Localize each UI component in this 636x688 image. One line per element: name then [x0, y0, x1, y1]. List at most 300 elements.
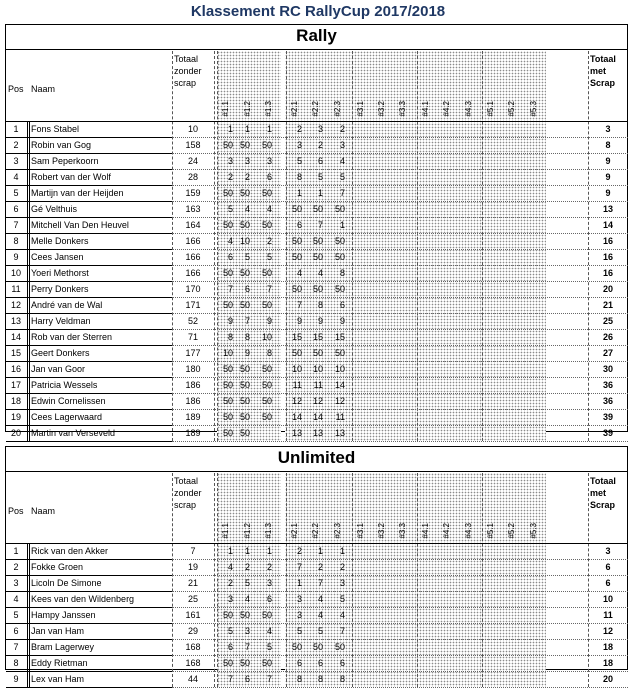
row-totaal-zonder-scrap: 21	[187, 578, 198, 588]
row-round-score: 50	[334, 204, 345, 214]
row-totaal-zonder-scrap: 29	[187, 626, 198, 636]
row-totaal-zonder-scrap: 168	[185, 658, 201, 668]
row-round-score: 7	[339, 626, 345, 636]
row-round-score: 1	[244, 546, 250, 556]
row-round-score: 50	[222, 396, 233, 406]
row-round-score: 2	[266, 562, 272, 572]
row-round-score: 50	[222, 188, 233, 198]
row-round-score: 50	[239, 380, 250, 390]
row-totaal-met-scrap: 16	[602, 236, 613, 246]
row-round-score: 50	[291, 204, 302, 214]
row-round-score: 3	[339, 140, 345, 150]
row-round-score: 50	[261, 658, 272, 668]
row-naam: Martin van Verseveld	[31, 428, 116, 438]
row-round-score: 10	[334, 364, 345, 374]
row-round-score: 7	[244, 642, 250, 652]
row-round-score: 50	[291, 252, 302, 262]
row-totaal-zonder-scrap: 25	[187, 594, 198, 604]
row-round-score: 2	[296, 124, 302, 134]
header-totaal-met-scrap: met	[590, 66, 607, 76]
row-round-score: 6	[296, 220, 302, 230]
row-round-score: 12	[291, 396, 302, 406]
row-round-score: 50	[222, 140, 233, 150]
row-round-score: 5	[244, 578, 250, 588]
row-totaal-met-scrap: 14	[602, 220, 613, 230]
row-round-score: 50	[222, 428, 233, 438]
row-naam: Kees van den Wildenberg	[31, 594, 135, 604]
row-round-score: 4	[244, 204, 250, 214]
table-row	[6, 217, 627, 233]
row-totaal-met-scrap: 25	[602, 316, 613, 326]
row-round-score: 5	[296, 626, 302, 636]
row-round-score: 9	[266, 316, 272, 326]
table-row	[6, 265, 627, 281]
round-header: #4.1	[421, 523, 430, 539]
round-header: #4.2	[442, 523, 451, 539]
row-round-score: 50	[222, 610, 233, 620]
row-round-score: 8	[266, 348, 272, 358]
row-pos: 8	[13, 658, 19, 668]
row-round-score: 7	[266, 674, 272, 684]
row-pos: 8	[13, 236, 19, 246]
header-totaal-met-scrap: Scrap	[590, 78, 616, 88]
row-round-score: 4	[266, 204, 272, 214]
row-naam: Fons Stabel	[31, 124, 80, 134]
row-naam: Eddy Rietman	[31, 658, 88, 668]
row-pos: 2	[13, 140, 19, 150]
row-round-score: 10	[312, 364, 323, 374]
table-row	[6, 425, 627, 441]
row-pos: 9	[13, 252, 19, 262]
row-round-score: 50	[334, 236, 345, 246]
table-row	[6, 345, 627, 361]
title-divider	[6, 471, 627, 472]
row-round-score: 13	[291, 428, 302, 438]
row-round-score: 5	[227, 204, 233, 214]
row-round-score: 50	[239, 658, 250, 668]
round-header: #2.1	[290, 101, 299, 117]
table-row	[6, 169, 627, 185]
row-round-score: 3	[296, 140, 302, 150]
row-round-score: 2	[339, 562, 345, 572]
row-totaal-met-scrap: 18	[602, 642, 613, 652]
row-naam: Lex van Ham	[31, 674, 85, 684]
row-round-score: 50	[291, 284, 302, 294]
row-round-score: 50	[239, 396, 250, 406]
row-round-score: 50	[261, 300, 272, 310]
header-pos: Pos	[8, 84, 24, 94]
row-pos: 1	[13, 124, 19, 134]
row-round-score: 5	[317, 626, 323, 636]
row-round-score: 14	[291, 412, 302, 422]
row-round-score: 7	[227, 284, 233, 294]
row-round-score: 2	[227, 578, 233, 588]
row-round-score: 6	[266, 172, 272, 182]
round-header: #1.1	[221, 523, 230, 539]
row-round-score: 50	[312, 204, 323, 214]
table-row	[6, 409, 627, 425]
row-round-score: 4	[339, 156, 345, 166]
row-pos: 5	[13, 188, 19, 198]
row-totaal-zonder-scrap: 166	[185, 252, 201, 262]
row-round-score: 3	[266, 578, 272, 588]
row-totaal-zonder-scrap: 177	[185, 348, 201, 358]
row-naam: Bram Lagerwey	[31, 642, 95, 652]
row-totaal-met-scrap: 6	[605, 562, 611, 572]
row-round-score: 5	[266, 642, 272, 652]
row-round-score: 14	[312, 412, 323, 422]
row-round-score: 15	[334, 332, 345, 342]
row-round-score: 8	[227, 332, 233, 342]
row-round-score: 4	[244, 594, 250, 604]
table-row	[6, 575, 627, 591]
row-round-score: 2	[317, 140, 323, 150]
table-row	[6, 361, 627, 377]
row-pos: 6	[13, 204, 19, 214]
row-round-score: 11	[313, 380, 323, 390]
row-round-score: 50	[261, 220, 272, 230]
row-round-score: 13	[312, 428, 323, 438]
table-row	[6, 607, 627, 623]
row-totaal-zonder-scrap: 166	[185, 268, 201, 278]
row-round-score: 6	[244, 674, 250, 684]
row-round-score: 8	[244, 332, 250, 342]
row-naam: Geert Donkers	[31, 348, 90, 358]
row-round-score: 6	[317, 156, 323, 166]
row-naam: André van de Wal	[31, 300, 103, 310]
row-round-score: 50	[239, 188, 250, 198]
row-totaal-zonder-scrap: 186	[185, 396, 201, 406]
row-round-score: 7	[296, 562, 302, 572]
row-totaal-met-scrap: 11	[603, 610, 613, 620]
row-totaal-met-scrap: 39	[602, 428, 613, 438]
row-round-score: 50	[222, 364, 233, 374]
row-round-score: 1	[317, 188, 323, 198]
round-header: #1.3	[264, 101, 273, 117]
row-round-score: 13	[334, 428, 345, 438]
row-pos: 3	[13, 578, 19, 588]
row-round-score: 1	[296, 578, 302, 588]
row-round-score: 5	[296, 156, 302, 166]
table-row	[6, 671, 627, 687]
round-header: #2.2	[311, 101, 320, 117]
title-divider	[6, 49, 627, 50]
row-totaal-zonder-scrap: 24	[187, 156, 198, 166]
row-totaal-met-scrap: 16	[602, 268, 613, 278]
row-round-score: 8	[317, 674, 323, 684]
row-round-score: 7	[227, 674, 233, 684]
row-round-score: 3	[266, 156, 272, 166]
header-naam: Naam	[31, 506, 56, 516]
row-round-score: 3	[244, 626, 250, 636]
row-round-score	[256, 425, 273, 441]
row-totaal-zonder-scrap: 180	[185, 364, 201, 374]
table-row	[6, 249, 627, 265]
row-pos: 4	[13, 172, 19, 182]
row-pos: 11	[11, 284, 21, 294]
row-round-score: 9	[339, 316, 345, 326]
row-round-score: 2	[339, 124, 345, 134]
row-pos: 19	[10, 412, 21, 422]
table-row	[6, 185, 627, 201]
row-pos: 4	[13, 594, 19, 604]
row-round-score: 9	[227, 316, 233, 326]
row-pos: 5	[13, 610, 19, 620]
row-totaal-met-scrap: 13	[602, 204, 613, 214]
row-totaal-zonder-scrap: 52	[187, 316, 198, 326]
row-round-score: 50	[239, 140, 250, 150]
row-totaal-zonder-scrap: 170	[185, 284, 201, 294]
row-round-score: 4	[266, 626, 272, 636]
row-round-score: 6	[296, 658, 302, 668]
table-row	[6, 559, 627, 575]
page-title: Klassement RC RallyCup 2017/2018	[190, 3, 446, 20]
row-totaal-zonder-scrap: 161	[185, 610, 201, 620]
row-round-score: 7	[244, 316, 250, 326]
row-round-score: 1	[244, 124, 250, 134]
table-row	[6, 393, 627, 409]
row-round-score: 4	[296, 268, 302, 278]
row-totaal-zonder-scrap: 28	[187, 172, 198, 182]
row-round-score: 2	[244, 172, 250, 182]
row-round-score: 15	[291, 332, 302, 342]
row-round-score: 7	[317, 220, 323, 230]
header-totaal-zonder-scrap: Totaal	[174, 54, 199, 64]
row-round-score: 1	[227, 124, 233, 134]
row-round-score: 7	[317, 578, 323, 588]
row-round-score: 5	[227, 626, 233, 636]
header-totaal-zonder-scrap: scrap	[174, 78, 197, 88]
row-round-score: 4	[317, 594, 323, 604]
row-round-score: 50	[291, 642, 302, 652]
row-round-score: 11	[335, 412, 345, 422]
row-totaal-met-scrap: 21	[602, 300, 613, 310]
row-round-score: 50	[239, 412, 250, 422]
row-round-score: 12	[312, 396, 323, 406]
row-totaal-zonder-scrap: 19	[187, 562, 198, 572]
row-round-score: 50	[261, 396, 272, 406]
row-pos: 2	[13, 562, 19, 572]
row-round-score: 6	[339, 300, 345, 310]
row-naam: Yoeri Methorst	[31, 268, 89, 278]
row-naam: Licoln De Simone	[31, 578, 102, 588]
row-round-score: 14	[334, 380, 345, 390]
row-round-score: 50	[239, 610, 250, 620]
section-title: Rally	[296, 26, 337, 45]
row-naam: Cees Lagerwaard	[31, 412, 103, 422]
row-totaal-met-scrap: 20	[602, 284, 613, 294]
row-round-score: 9	[244, 348, 250, 358]
round-header: #3.1	[356, 523, 365, 539]
table-row	[6, 121, 627, 137]
row-naam: Rick van den Akker	[31, 546, 109, 556]
row-totaal-met-scrap: 36	[602, 396, 613, 406]
row-round-score: 50	[334, 348, 345, 358]
row-totaal-met-scrap: 10	[602, 594, 613, 604]
round-header: #4.3	[464, 101, 473, 117]
row-pos: 15	[10, 348, 21, 358]
row-round-score: 9	[317, 316, 323, 326]
round-header: #2.1	[290, 523, 299, 539]
row-naam: Robert van der Wolf	[31, 172, 111, 182]
row-round-score: 5	[339, 172, 345, 182]
round-header: #3.2	[377, 101, 386, 117]
row-pos: 10	[10, 268, 21, 278]
row-round-score: 50	[239, 268, 250, 278]
row-round-score: 3	[227, 156, 233, 166]
row-totaal-met-scrap: 36	[602, 380, 613, 390]
round-header: #3.2	[377, 523, 386, 539]
row-totaal-met-scrap: 20	[602, 674, 613, 684]
row-round-score: 3	[296, 610, 302, 620]
row-round-score: 1	[227, 546, 233, 556]
row-pos: 18	[10, 396, 21, 406]
table-row	[6, 137, 627, 153]
row-totaal-met-scrap: 9	[605, 156, 611, 166]
row-round-score: 8	[339, 674, 345, 684]
row-totaal-met-scrap: 18	[602, 658, 613, 668]
row-totaal-zonder-scrap: 71	[187, 332, 198, 342]
row-round-score: 9	[296, 316, 302, 326]
round-header: #2.2	[311, 523, 320, 539]
row-round-score: 2	[266, 236, 272, 246]
row-divider	[6, 441, 172, 442]
row-round-score: 50	[312, 236, 323, 246]
row-round-score: 3	[317, 124, 323, 134]
table-row	[6, 153, 627, 169]
row-round-score: 50	[261, 380, 272, 390]
row-totaal-met-scrap: 26	[602, 332, 613, 342]
row-round-score: 2	[296, 546, 302, 556]
row-round-score: 50	[312, 252, 323, 262]
round-header: #5.2	[507, 101, 516, 117]
row-round-score: 50	[291, 236, 302, 246]
row-naam: Jan van Ham	[31, 626, 85, 636]
row-pos: 12	[10, 300, 21, 310]
row-round-score: 3	[227, 594, 233, 604]
row-round-score: 2	[244, 562, 250, 572]
row-round-score: 6	[227, 642, 233, 652]
table-row	[6, 281, 627, 297]
header-totaal-met-scrap: Totaal	[590, 476, 616, 486]
row-pos: 3	[13, 156, 19, 166]
round-header: #4.2	[442, 101, 451, 117]
row-divider	[172, 441, 628, 442]
row-naam: Rob van der Sterren	[31, 332, 113, 342]
table-row	[6, 233, 627, 249]
row-round-score: 50	[334, 252, 345, 262]
row-round-score: 1	[339, 546, 345, 556]
header-totaal-zonder-scrap: zonder	[174, 66, 202, 76]
round-header: #5.3	[529, 523, 538, 539]
row-round-score: 6	[266, 594, 272, 604]
row-pos: 7	[13, 642, 19, 652]
row-round-score: 50	[222, 412, 233, 422]
row-pos: 7	[13, 220, 19, 230]
row-round-score: 1	[296, 188, 302, 198]
row-round-score: 10	[261, 332, 272, 342]
row-naam: Robin van Gog	[31, 140, 92, 150]
table-row	[6, 639, 627, 655]
header-totaal-met-scrap: met	[590, 488, 607, 498]
row-round-score: 4	[227, 236, 233, 246]
row-round-score: 7	[296, 300, 302, 310]
header-pos: Pos	[8, 506, 24, 516]
row-totaal-met-scrap: 27	[602, 348, 613, 358]
table-row	[6, 329, 627, 345]
row-round-score: 50	[261, 268, 272, 278]
row-round-score: 6	[244, 284, 250, 294]
round-header: #5.3	[529, 101, 538, 117]
row-round-score: 2	[227, 172, 233, 182]
row-round-score: 50	[222, 658, 233, 668]
row-round-score: 50	[239, 364, 250, 374]
round-header: #1.2	[243, 523, 252, 539]
row-totaal-zonder-scrap: 163	[185, 204, 201, 214]
row-round-score: 50	[222, 268, 233, 278]
row-round-score: 50	[239, 428, 250, 438]
row-totaal-zonder-scrap: 189	[185, 428, 201, 438]
round-header: #3.1	[356, 101, 365, 117]
row-pos: 9	[13, 674, 19, 684]
row-totaal-zonder-scrap: 166	[185, 236, 201, 246]
row-naam: Mitchell Van Den Heuvel	[31, 220, 129, 230]
row-pos: 6	[13, 626, 19, 636]
row-round-score: 50	[334, 642, 345, 652]
row-totaal-zonder-scrap: 158	[185, 140, 201, 150]
round-header: #5.1	[486, 101, 495, 117]
row-round-score: 50	[312, 348, 323, 358]
row-totaal-zonder-scrap: 159	[185, 188, 201, 198]
row-round-score: 4	[339, 610, 345, 620]
round-header: #2.3	[333, 101, 342, 117]
row-round-score: 50	[291, 348, 302, 358]
row-totaal-met-scrap: 3	[605, 124, 611, 134]
row-round-score: 50	[261, 364, 272, 374]
row-totaal-met-scrap: 9	[605, 172, 611, 182]
header-totaal-zonder-scrap: zonder	[174, 488, 202, 498]
row-totaal-zonder-scrap: 164	[185, 220, 201, 230]
row-naam: Patricia Wessels	[31, 380, 98, 390]
row-naam: Edwin Cornelissen	[31, 396, 106, 406]
row-naam: Harry Veldman	[31, 316, 91, 326]
round-header: #1.3	[264, 523, 273, 539]
row-pos: 16	[10, 364, 21, 374]
row-round-score: 8	[296, 172, 302, 182]
table-row	[6, 623, 627, 639]
round-header: #5.1	[486, 523, 495, 539]
section-title: Unlimited	[277, 448, 356, 467]
row-round-score: 1	[266, 546, 272, 556]
row-round-score: 6	[339, 658, 345, 668]
row-totaal-zonder-scrap: 186	[185, 380, 201, 390]
row-totaal-met-scrap: 39	[602, 412, 613, 422]
row-totaal-zonder-scrap: 189	[185, 412, 201, 422]
row-round-score: 8	[339, 268, 345, 278]
header-naam: Naam	[31, 84, 56, 94]
row-round-score: 1	[266, 124, 272, 134]
row-pos: 1	[13, 546, 19, 556]
row-totaal-zonder-scrap: 168	[185, 642, 201, 652]
row-round-score: 6	[317, 658, 323, 668]
row-round-score: 10	[291, 364, 302, 374]
row-pos: 14	[10, 332, 21, 342]
row-totaal-met-scrap: 9	[605, 188, 611, 198]
round-header: #1.1	[221, 101, 230, 117]
table-row	[6, 377, 627, 393]
row-round-score: 50	[239, 220, 250, 230]
round-header: #5.2	[507, 523, 516, 539]
